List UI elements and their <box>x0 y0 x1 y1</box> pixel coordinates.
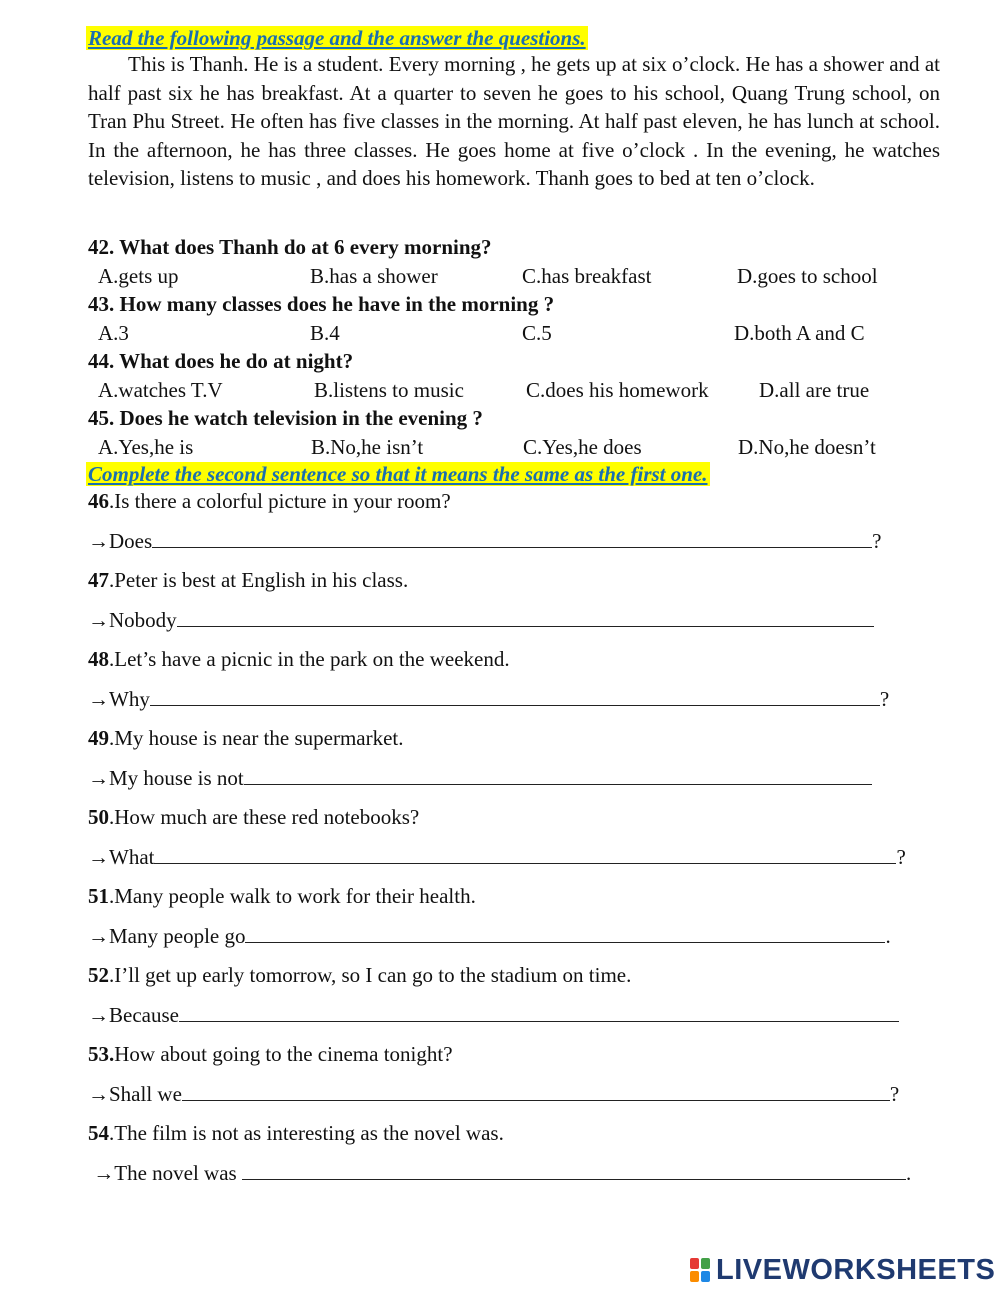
option-c[interactable]: C.5 <box>522 321 552 345</box>
answer-line <box>88 845 906 870</box>
answer-prompt: →Because <box>88 1003 179 1027</box>
answer-prompt: →Many people go <box>88 924 246 948</box>
original-sentence: 49.My house is near the supermarket. <box>88 726 404 750</box>
option-d[interactable]: D.goes to school <box>737 264 878 288</box>
answer-end: ? <box>889 1082 900 1106</box>
question-text: 42. What does Thanh do at 6 every morning? <box>88 235 492 259</box>
answer-end: ? <box>896 845 906 869</box>
answer-prompt: →What <box>88 845 155 869</box>
question-text: 43. How many classes does he have in the morning ? <box>88 292 555 316</box>
option-a[interactable]: A.3 <box>98 321 129 345</box>
passage-text: This is Thanh. He is a student. Every morning , he gets up at six o’clock. He has a shower and at half past six he has breakfast. At a quarter to seven he goes to his school, Quang Trung school, on Tran Phu Street. He often has five classes in the morning. At half past eleven, he has lunch at school. In the afternoon, he has three classes. He goes home at five o’clock . In the evening, he watches television, listens to music , and does his homework. Thanh goes to bed at ten o’clock. <box>88 52 940 190</box>
option-a[interactable]: A.watches T.V <box>98 378 223 402</box>
answer-line <box>88 1161 911 1186</box>
answer-end: ? <box>879 687 890 711</box>
answer-blank[interactable] <box>179 1003 899 1022</box>
answer-line <box>88 529 882 554</box>
answer-blank[interactable] <box>182 1082 890 1101</box>
original-sentence: 51.Many people walk to work for their health. <box>88 884 476 908</box>
answer-end: ? <box>872 529 882 553</box>
answer-prompt: →The novel was <box>88 1161 242 1185</box>
answer-prompt: →Shall we <box>88 1082 182 1106</box>
answer-end: . <box>885 924 891 948</box>
answer-line <box>88 1082 899 1107</box>
option-b[interactable]: B.listens to music <box>314 378 464 402</box>
answer-blank[interactable] <box>150 687 880 706</box>
brand-name: LIVEWORKSHEETS <box>716 1254 996 1286</box>
answer-prompt: →Nobody <box>88 608 177 632</box>
answer-blank[interactable] <box>177 608 874 627</box>
original-sentence: 48.Let’s have a picnic in the park on the weekend. <box>88 647 510 671</box>
option-a[interactable]: A.gets up <box>98 264 179 288</box>
option-c[interactable]: C.has breakfast <box>522 264 652 288</box>
original-sentence: 53.How about going to the cinema tonight? <box>88 1042 453 1066</box>
passage-instruction: Read the following passage and the answer the questions. <box>88 26 586 50</box>
answer-blank[interactable] <box>154 845 896 864</box>
original-sentence: 50.How much are these red notebooks? <box>88 805 420 829</box>
answer-blank[interactable] <box>242 1161 906 1180</box>
original-sentence: 47.Peter is best at English in his class. <box>88 568 409 592</box>
reading-passage <box>88 50 940 193</box>
answer-blank[interactable] <box>244 766 872 785</box>
answer-line <box>88 1003 899 1028</box>
option-d[interactable]: D.No,he doesn’t <box>738 435 876 459</box>
original-sentence: 52.I’ll get up early tomorrow, so I can go to the stadium on time. <box>88 963 632 987</box>
answer-line <box>88 608 874 633</box>
answer-prompt: →My house is not <box>88 766 244 790</box>
answer-line <box>88 924 891 949</box>
option-d[interactable]: D.both A and C <box>734 321 865 345</box>
option-b[interactable]: B.No,he isn’t <box>311 435 424 459</box>
option-c[interactable]: C.does his homework <box>526 378 709 402</box>
option-c[interactable]: C.Yes,he does <box>523 435 642 459</box>
rewrite-instruction: Complete the second sentence so that it means the same as the first one. <box>88 462 708 486</box>
answer-end: . <box>905 1161 912 1185</box>
original-sentence: 46.Is there a colorful picture in your room? <box>88 489 451 513</box>
liveworksheets-logo <box>690 1254 995 1287</box>
answer-line <box>88 687 889 712</box>
option-a[interactable]: A.Yes,he is <box>98 435 194 459</box>
answer-prompt: →Why <box>88 687 150 711</box>
question-text: 44. What does he do at night? <box>88 349 354 373</box>
answer-prompt: →Does <box>88 529 153 553</box>
option-d[interactable]: D.all are true <box>759 378 870 402</box>
original-sentence: 54.The film is not as interesting as the novel was. <box>88 1121 504 1145</box>
question-text: 45. Does he watch television in the evening ? <box>88 406 483 430</box>
answer-blank[interactable] <box>245 924 885 943</box>
option-b[interactable]: B.4 <box>310 321 340 345</box>
answer-line <box>88 766 872 791</box>
logo-grid-icon <box>690 1258 712 1284</box>
answer-blank[interactable] <box>152 529 872 548</box>
option-b[interactable]: B.has a shower <box>310 264 438 288</box>
